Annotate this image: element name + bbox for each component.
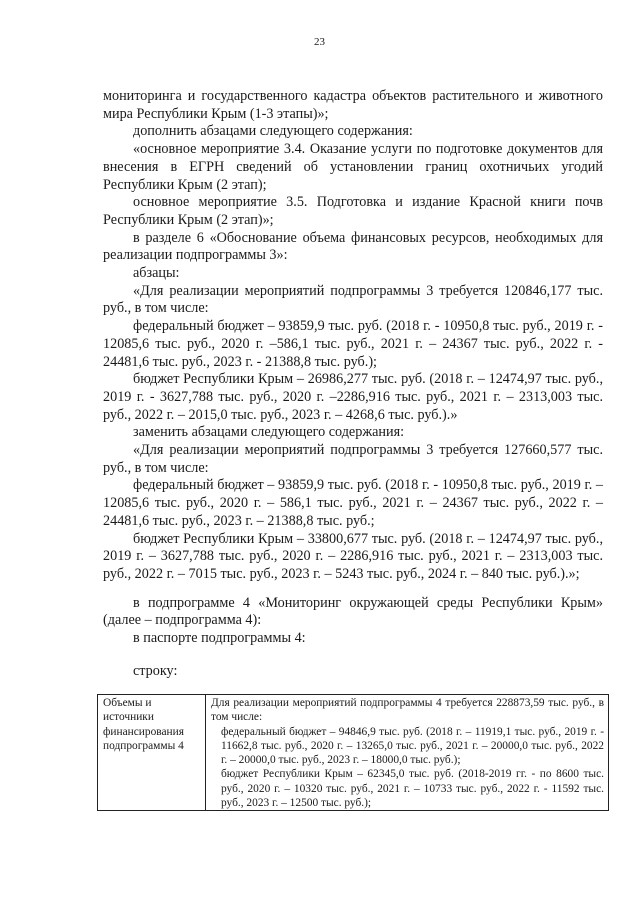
document-body (103, 88, 603, 681)
table-head-cell: Объемы и источники финансирования подпрограммы 4 (98, 695, 206, 811)
paragraph: мониторинга и государственного кадастра объектов растительного и животного мира Республики Крым (1-3 этапы)»; (103, 88, 603, 122)
paragraph: дополнить абзацами следующего содержания: (133, 123, 413, 140)
paragraph: заменить абзацами следующего содержания: (133, 424, 405, 441)
table-cell-line: федеральный бюджет – 94846,9 тыс. руб. (2018 г. – 11919,1 тыс. руб., 2019 г. - 11662,8 тыс. руб., 2020 г. – 13265,0 тыс. руб., 2021 г. – 20000,0 тыс. руб., 2022 г. – 20000,0 тыс. руб., 2023 г. – 18000,0 тыс. руб.); (221, 725, 604, 767)
paragraph: бюджет Республики Крым – 33800,677 тыс. руб. (2018 г. – 12474,97 тыс. руб., 2019 г. – 3627,788 тыс. руб., 2020 г. – 2286,916 тыс. руб., 2021 г. – 2313,003 тыс. руб., 2022 г. – 7015 тыс. руб., 2023 г. – 5243 тыс. руб., 2024 г. – 840 тыс. руб.).»; (103, 530, 603, 582)
paragraph: в паспорте подпрограммы 4: (133, 630, 306, 647)
paragraph: федеральный бюджет – 93859,9 тыс. руб. (2018 г. - 10950,8 тыс. руб., 2019 г. – 12085,6 тыс. руб., 2020 г. – 586,1 тыс. руб., 2021 г. – 24367 тыс. руб., 2022 г. – 24481,6 тыс. руб., 2023 г. – 21388,8 тыс. руб.; (103, 477, 603, 529)
table-cell-line: бюджет Республики Крым – 62345,0 тыс. руб. (2018-2019 гг. - по 8600 тыс. руб., 2020 г. – 10320 тыс. руб., 2021 г. – 10733 тыс. руб., 2022 г. - 11592 тыс. руб., 2023 г. – 12500 тыс. руб.); (221, 768, 604, 810)
table-body-cell (206, 695, 609, 811)
paragraph: «Для реализации мероприятий подпрограммы 3 требуется 127660,577 тыс. руб., в том числе: (103, 442, 603, 476)
table-cell-line: Для реализации мероприятий подпрограммы 4 требуется 228873,59 тыс. руб., в том числе: (211, 697, 604, 724)
paragraph: «основное мероприятие 3.4. Оказание услуги по подготовке документов для внесения в ЕГРН сведений об установлении границ охотничьих угодий Республики Крым (2 этап); (103, 141, 603, 193)
paragraph: «Для реализации мероприятий подпрограммы 3 требуется 120846,177 тыс. руб., в том числе: (103, 282, 603, 317)
paragraph: федеральный бюджет – 93859,9 тыс. руб. (2018 г. - 10950,8 тыс. руб., 2019 г. - 12085,6 тыс. руб., 2020 г. –586,1 тыс. руб., 2021 г. – 24367 тыс. руб., 2022 г. - 24481,6 тыс. руб., 2023 г. - 21388,8 тыс. руб.); (103, 318, 603, 370)
paragraph: абзацы: (133, 265, 180, 282)
paragraph: бюджет Республики Крым – 26986,277 тыс. руб. (2018 г. – 12474,97 тыс. руб., 2019 г. - 3627,788 тыс. руб., 2020 г. –2286,916 тыс. руб., 2021 г. – 2313,003 тыс. руб., 2022 г. – 2015,0 тыс. руб., 2023 г. – 4268,6 тыс. руб.).» (103, 371, 603, 423)
paragraph: строку: (133, 662, 178, 679)
paragraph: основное мероприятие 3.5. Подготовка и издание Красной книги почв Республики Крым (2 этап)»; (103, 194, 603, 228)
table-row (98, 695, 609, 811)
paragraph: в подпрограмме 4 «Мониторинг окружающей среды Республики Крым» (далее – подпрограмма 4): (103, 594, 603, 629)
passport-table (97, 694, 609, 811)
page-number: 23 (314, 36, 325, 48)
paragraph: в разделе 6 «Обоснование объема финансовых ресурсов, необходимых для реализации подпрограммы 3»: (103, 229, 603, 264)
